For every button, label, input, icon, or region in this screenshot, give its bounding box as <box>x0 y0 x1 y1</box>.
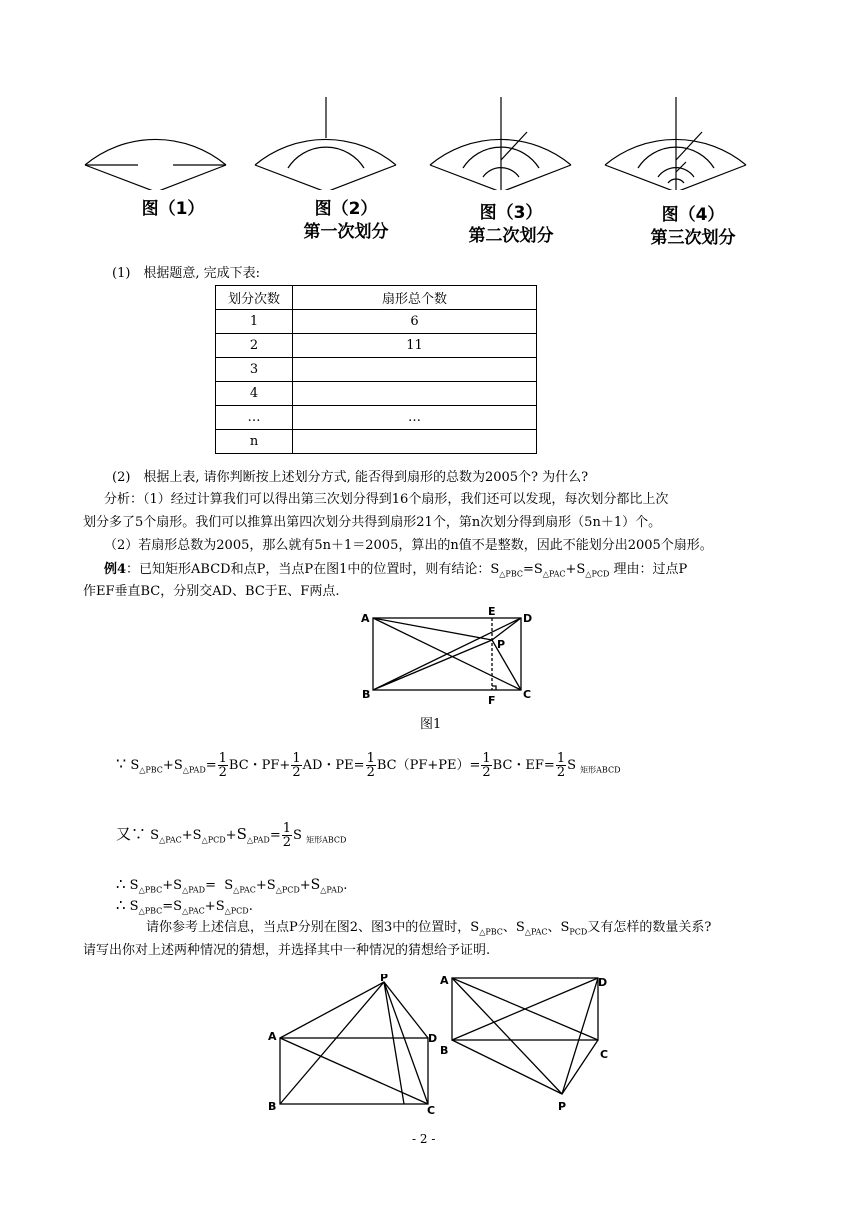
table-header: 划分次数 <box>216 286 293 310</box>
figure-1-rectangle <box>355 606 540 711</box>
fig2-label-c: C <box>427 1104 436 1117</box>
label-c: C <box>523 688 532 701</box>
fig-caption-2: 图（2） 第一次划分 <box>303 199 389 242</box>
fig3-label-b: B <box>440 1044 449 1057</box>
fan-figure-3 <box>430 97 571 190</box>
equation-2: 又∵ $S_{\triangle PAC}+S_{\triangle PCD}+S_{\triangle PAD}=$ $\frac{1}{2}$ S $_{矩形ABCD}$ <box>116 821 347 850</box>
fig-caption-1: 图（1） <box>141 199 205 219</box>
figure-1-caption: 图1 <box>420 717 442 732</box>
analysis-line-2: 划分多了5个扇形。我们可以推算出第四次划分共得到扇形21个，第n次划分得到扇形（5n＋1）个。 <box>83 515 662 530</box>
figure-3-rectangle <box>430 966 620 1114</box>
example-4-line-1: 例4：已知矩形ABCD和点P，当点P在图1中的位置时，则有结论：$S_{\triangle PBC}=S_{\triangle PAC}+S_{\triangle PCD}$ 理由：过点P <box>104 562 688 579</box>
table-row: … … <box>216 406 537 430</box>
prompt-line-2: 请写出你对上述两种情况的猜想，并选择其中一种情况的猜想给予证明. <box>83 943 491 958</box>
fig-caption-3: 图（3） 第二次划分 <box>468 203 554 246</box>
fan-figures <box>70 80 790 190</box>
question-1: (1) 根据题意, 完成下表: <box>112 266 261 281</box>
label-e: E <box>488 606 496 618</box>
label-f: F <box>488 694 496 707</box>
figure-2-rectangle <box>260 974 445 1120</box>
fig3-label-d: D <box>598 976 608 989</box>
table-row: 3 <box>216 358 537 382</box>
equation-1: ∵ $S_{\triangle PBC}+S_{\triangle PAD}=$ $\frac{1}{2}$ BC・PF+ $\frac{1}{2}$ AD・PE= $\frac{1}{2}$ BC（PF+PE）= $\frac{1}{2}$ BC・EF= $\frac{1}{2}$ S $_{矩形ABCD}$ <box>116 751 621 780</box>
fig2-label-p: P <box>380 974 389 984</box>
label-p: P <box>497 638 506 651</box>
fig2-label-a: A <box>268 1030 277 1043</box>
table-row: 2 11 <box>216 334 537 358</box>
table-row: n <box>216 430 537 454</box>
fig2-label-b: B <box>268 1100 277 1113</box>
fig-caption-4: 图（4） 第三次划分 <box>650 205 736 248</box>
label-a: A <box>361 612 370 625</box>
table-row: 1 6 <box>216 310 537 334</box>
fan-figure-4 <box>605 97 746 190</box>
fig2-label-d: D <box>428 1032 438 1045</box>
fig3-label-a: A <box>440 974 449 987</box>
fan-figure-1 <box>85 139 226 190</box>
answer-table <box>215 285 537 454</box>
equation-3: ∴ $S_{\triangle PBC}+S_{\triangle PAD}= S_{\triangle PAC}+S_{\triangle PCD}+S_{\triangle PAD}$. <box>116 875 348 895</box>
label-b: B <box>362 688 371 701</box>
fan-figure-2 <box>255 97 396 190</box>
analysis-line-1: 分析：（1）经过计算我们可以得出第三次划分得到16个扇形，我们还可以发现，每次划分都比上次 <box>104 492 669 507</box>
prompt-line-1: 请你参考上述信息，当点P分别在图2、图3中的位置时，$S_{\triangle PBC}$、$S_{\triangle PAC}$、$S_{PCD}$又有怎样的数量关系? <box>146 920 712 937</box>
table-row: 4 <box>216 382 537 406</box>
analysis-line-3: （2）若扇形总数为2005，那么就有5n＋1＝2005，算出的n值不是整数，因此不能划分出2005个扇形。 <box>104 538 713 553</box>
fig3-label-p: P <box>558 1100 567 1113</box>
example-4-line-2: 作EF垂直BC，分别交AD、BC于E、F两点. <box>83 584 340 599</box>
equation-4: ∴ $S_{\triangle PBC}=S_{\triangle PAC}+S_{\triangle PCD}$. <box>116 896 253 916</box>
page-number: - 2 - <box>412 1132 436 1146</box>
label-d: D <box>523 612 533 625</box>
question-2: (2) 根据上表, 请你判断按上述划分方式, 能否得到扇形的总数为2005个? 为什么? <box>112 470 589 485</box>
fig3-label-c: C <box>600 1048 609 1061</box>
table-header: 扇形总个数 <box>293 286 537 310</box>
